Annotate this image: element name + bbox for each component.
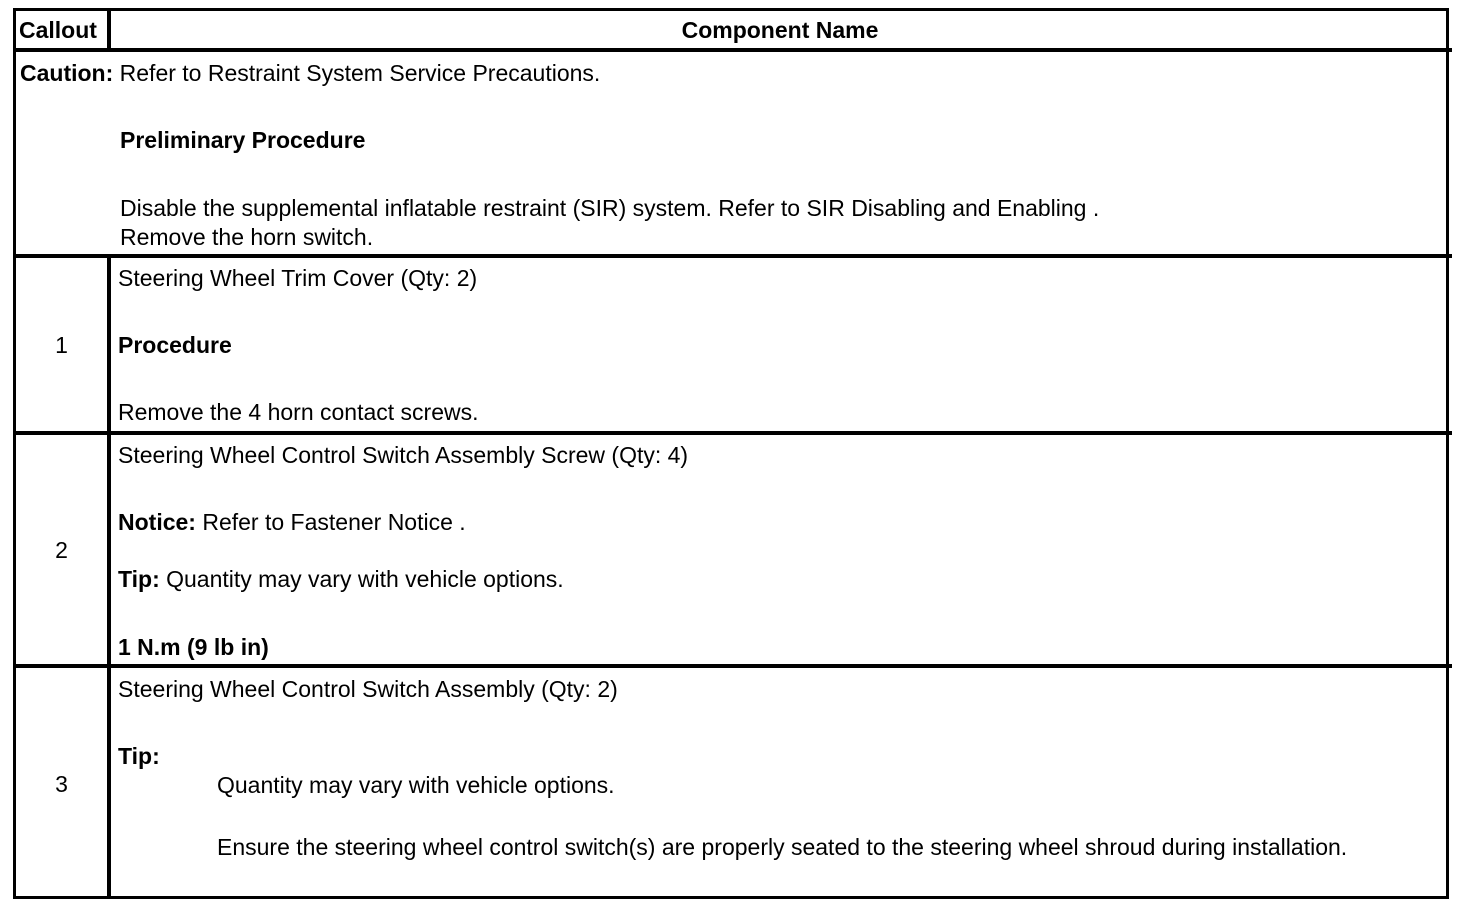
tip-item: Quantity may vary with vehicle options.: [217, 772, 615, 798]
caution-note: [20, 62, 600, 85]
component-name: Steering Wheel Trim Cover (Qty: 2): [118, 265, 478, 291]
callout-number: 1: [55, 332, 68, 358]
preliminary-step: Remove the horn switch.: [120, 224, 374, 250]
component-name-column-header: Component Name: [681, 17, 879, 43]
caution-label: Caution:: [20, 60, 114, 86]
preliminary-step: Disable the supplemental inflatable restraint (SIR) system. Refer to SIR Disabling and Enabling .: [120, 195, 1100, 221]
callout-number: 3: [55, 771, 68, 797]
preliminary-procedure-heading: Preliminary Procedure: [120, 127, 366, 153]
column-divider: [107, 254, 111, 899]
row-divider: [13, 664, 1452, 668]
tip-note: [118, 568, 564, 591]
header-divider: [13, 48, 1452, 52]
tip-item: Ensure the steering wheel control switch(s) are properly seated to the steering wheel shroud during installation.: [217, 834, 1348, 860]
procedure-step: Remove the 4 horn contact screws.: [118, 399, 479, 425]
notice-note: [118, 511, 466, 534]
notice-label: Notice:: [118, 509, 196, 535]
tip-label: Tip:: [118, 743, 160, 769]
torque-spec: 1 N.m (9 lb in): [118, 634, 269, 660]
callout-column-header: Callout: [19, 17, 97, 43]
tip-label: Tip:: [118, 566, 160, 592]
notice-text: Refer to Fastener Notice .: [195, 509, 466, 535]
caution-text: Refer to Restraint System Service Precautions.: [113, 60, 601, 86]
component-name: Steering Wheel Control Switch Assembly Screw (Qty: 4): [118, 442, 689, 468]
callout-number: 2: [55, 537, 68, 563]
row-divider: [13, 254, 1452, 258]
component-name: Steering Wheel Control Switch Assembly (Qty: 2): [118, 676, 618, 702]
procedure-heading: Procedure: [118, 332, 232, 358]
tip-text: Quantity may vary with vehicle options.: [159, 566, 564, 592]
row-divider: [13, 431, 1452, 435]
